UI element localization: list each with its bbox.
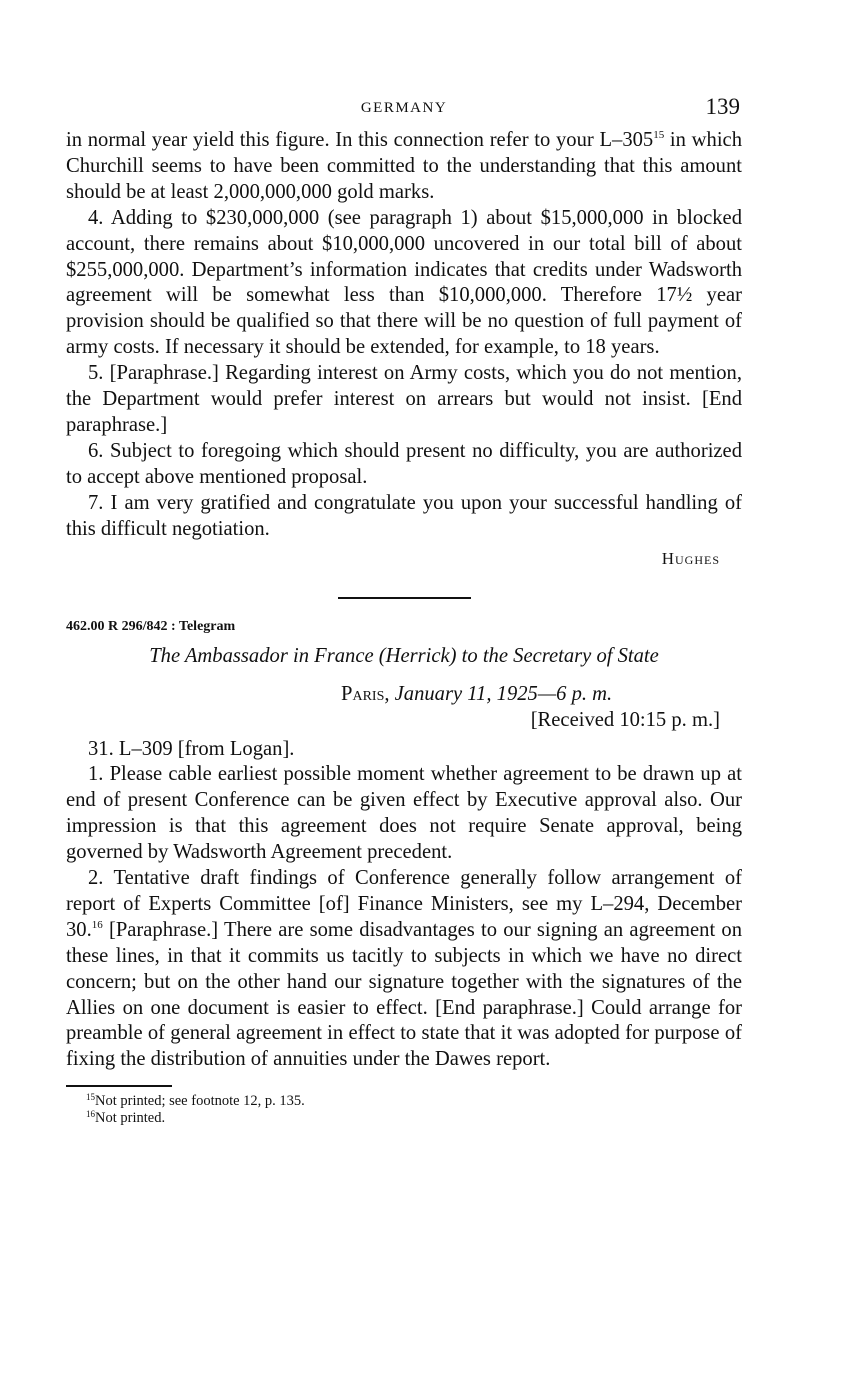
dateline-date: January 11, 1925—6 p. m. (394, 682, 613, 705)
telegram-paragraph-2 (66, 866, 742, 1073)
paragraph-continued-text-a: in normal year yield this figure. In this connection refer to your L–305 (66, 129, 654, 151)
page-number: 139 (705, 94, 740, 119)
running-title: GERMANY (360, 100, 448, 116)
footnote-text: Not printed; see footnote 12, p. 135. (95, 1093, 305, 1110)
paragraph-continued (66, 128, 742, 206)
telegram-paragraph-2-text-b: [Paraphrase.] There are some disadvantages to our signing an agreement on these lines, in that it commits us tacitly to subjects in which we have no direct concern; but on the other hand our signature together with the signatures of the Allies on one document is easier to effect. [End paraphrase.] Could arrange for preamble of general agreement in effect to state that it was adopted for purpose of fixing the distribution of annuities under the Dawes report. (66, 918, 742, 1071)
telegram-paragraph-2-text-a: 2. Tentative draft findings of Conference generally follow arrangement of report of Experts Committee [of] Finance Ministers, see my L–294, December 30. (66, 867, 742, 941)
running-head (66, 92, 742, 128)
telegram-number-line: 31. L–309 [from Logan]. (88, 737, 295, 760)
footnote-text: Not printed. (95, 1110, 166, 1127)
signature: Hughes (661, 548, 720, 568)
footnote-rule (66, 1085, 172, 1087)
received-time: [Received 10:15 p. m.] (530, 708, 720, 731)
footnote-ref-15: 15 (653, 129, 665, 141)
footnote-ref-16: 16 (91, 918, 103, 931)
footnote-number: 16 (86, 1109, 95, 1120)
document-heading: The Ambassador in France (Herrick) to the Secretary of State (149, 644, 659, 667)
footnote-number: 15 (86, 1092, 95, 1103)
footnote (66, 1093, 742, 1110)
section-divider (338, 597, 471, 599)
paragraph-5: 5. [Paraphrase.] Regarding interest on Army costs, which you do not mention, the Department would prefer interest on arrears but would not insist. [End paraphrase.] (66, 362, 742, 436)
document-page (66, 92, 742, 1127)
paragraph-4: 4. Adding to $230,000,000 (see paragraph 1) about $15,000,000 in blocked account, there remains about $10,000,000 uncovered in our total bill of about $255,000,000. Department’s information indicates that credits under Wadsworth agreement will be somewhat less than $10,000,000. Therefore 17½ year provision should be qualified so that there will be no question of full payment of army costs. If necessary it should be extended, for example, to 18 years. (66, 206, 742, 359)
dateline (66, 681, 742, 707)
paragraph-continued-text-b: in which Churchill seems to have been committed to the understanding that this amount should be at least 2,000,000,000 gold marks. (66, 129, 742, 203)
telegram-paragraph-1: 1. Please cable earliest possible moment whether agreement to be drawn up at end of present Conference can be given effect by Executive approval also. Our impression is that this agreement does not require Senate approval, being governed by Wadsworth Agreement precedent. (66, 763, 742, 864)
file-reference: 462.00 R 296/842 : Telegram (66, 618, 236, 634)
paragraph-7: 7. I am very gratified and congratulate you upon your successful handling of this difficult negotiation. (66, 491, 742, 540)
footnote (66, 1110, 742, 1127)
dateline-place: Paris, (341, 682, 390, 705)
paragraph-6: 6. Subject to foregoing which should present no difficulty, you are authorized to accept above mentioned proposal. (66, 439, 742, 488)
